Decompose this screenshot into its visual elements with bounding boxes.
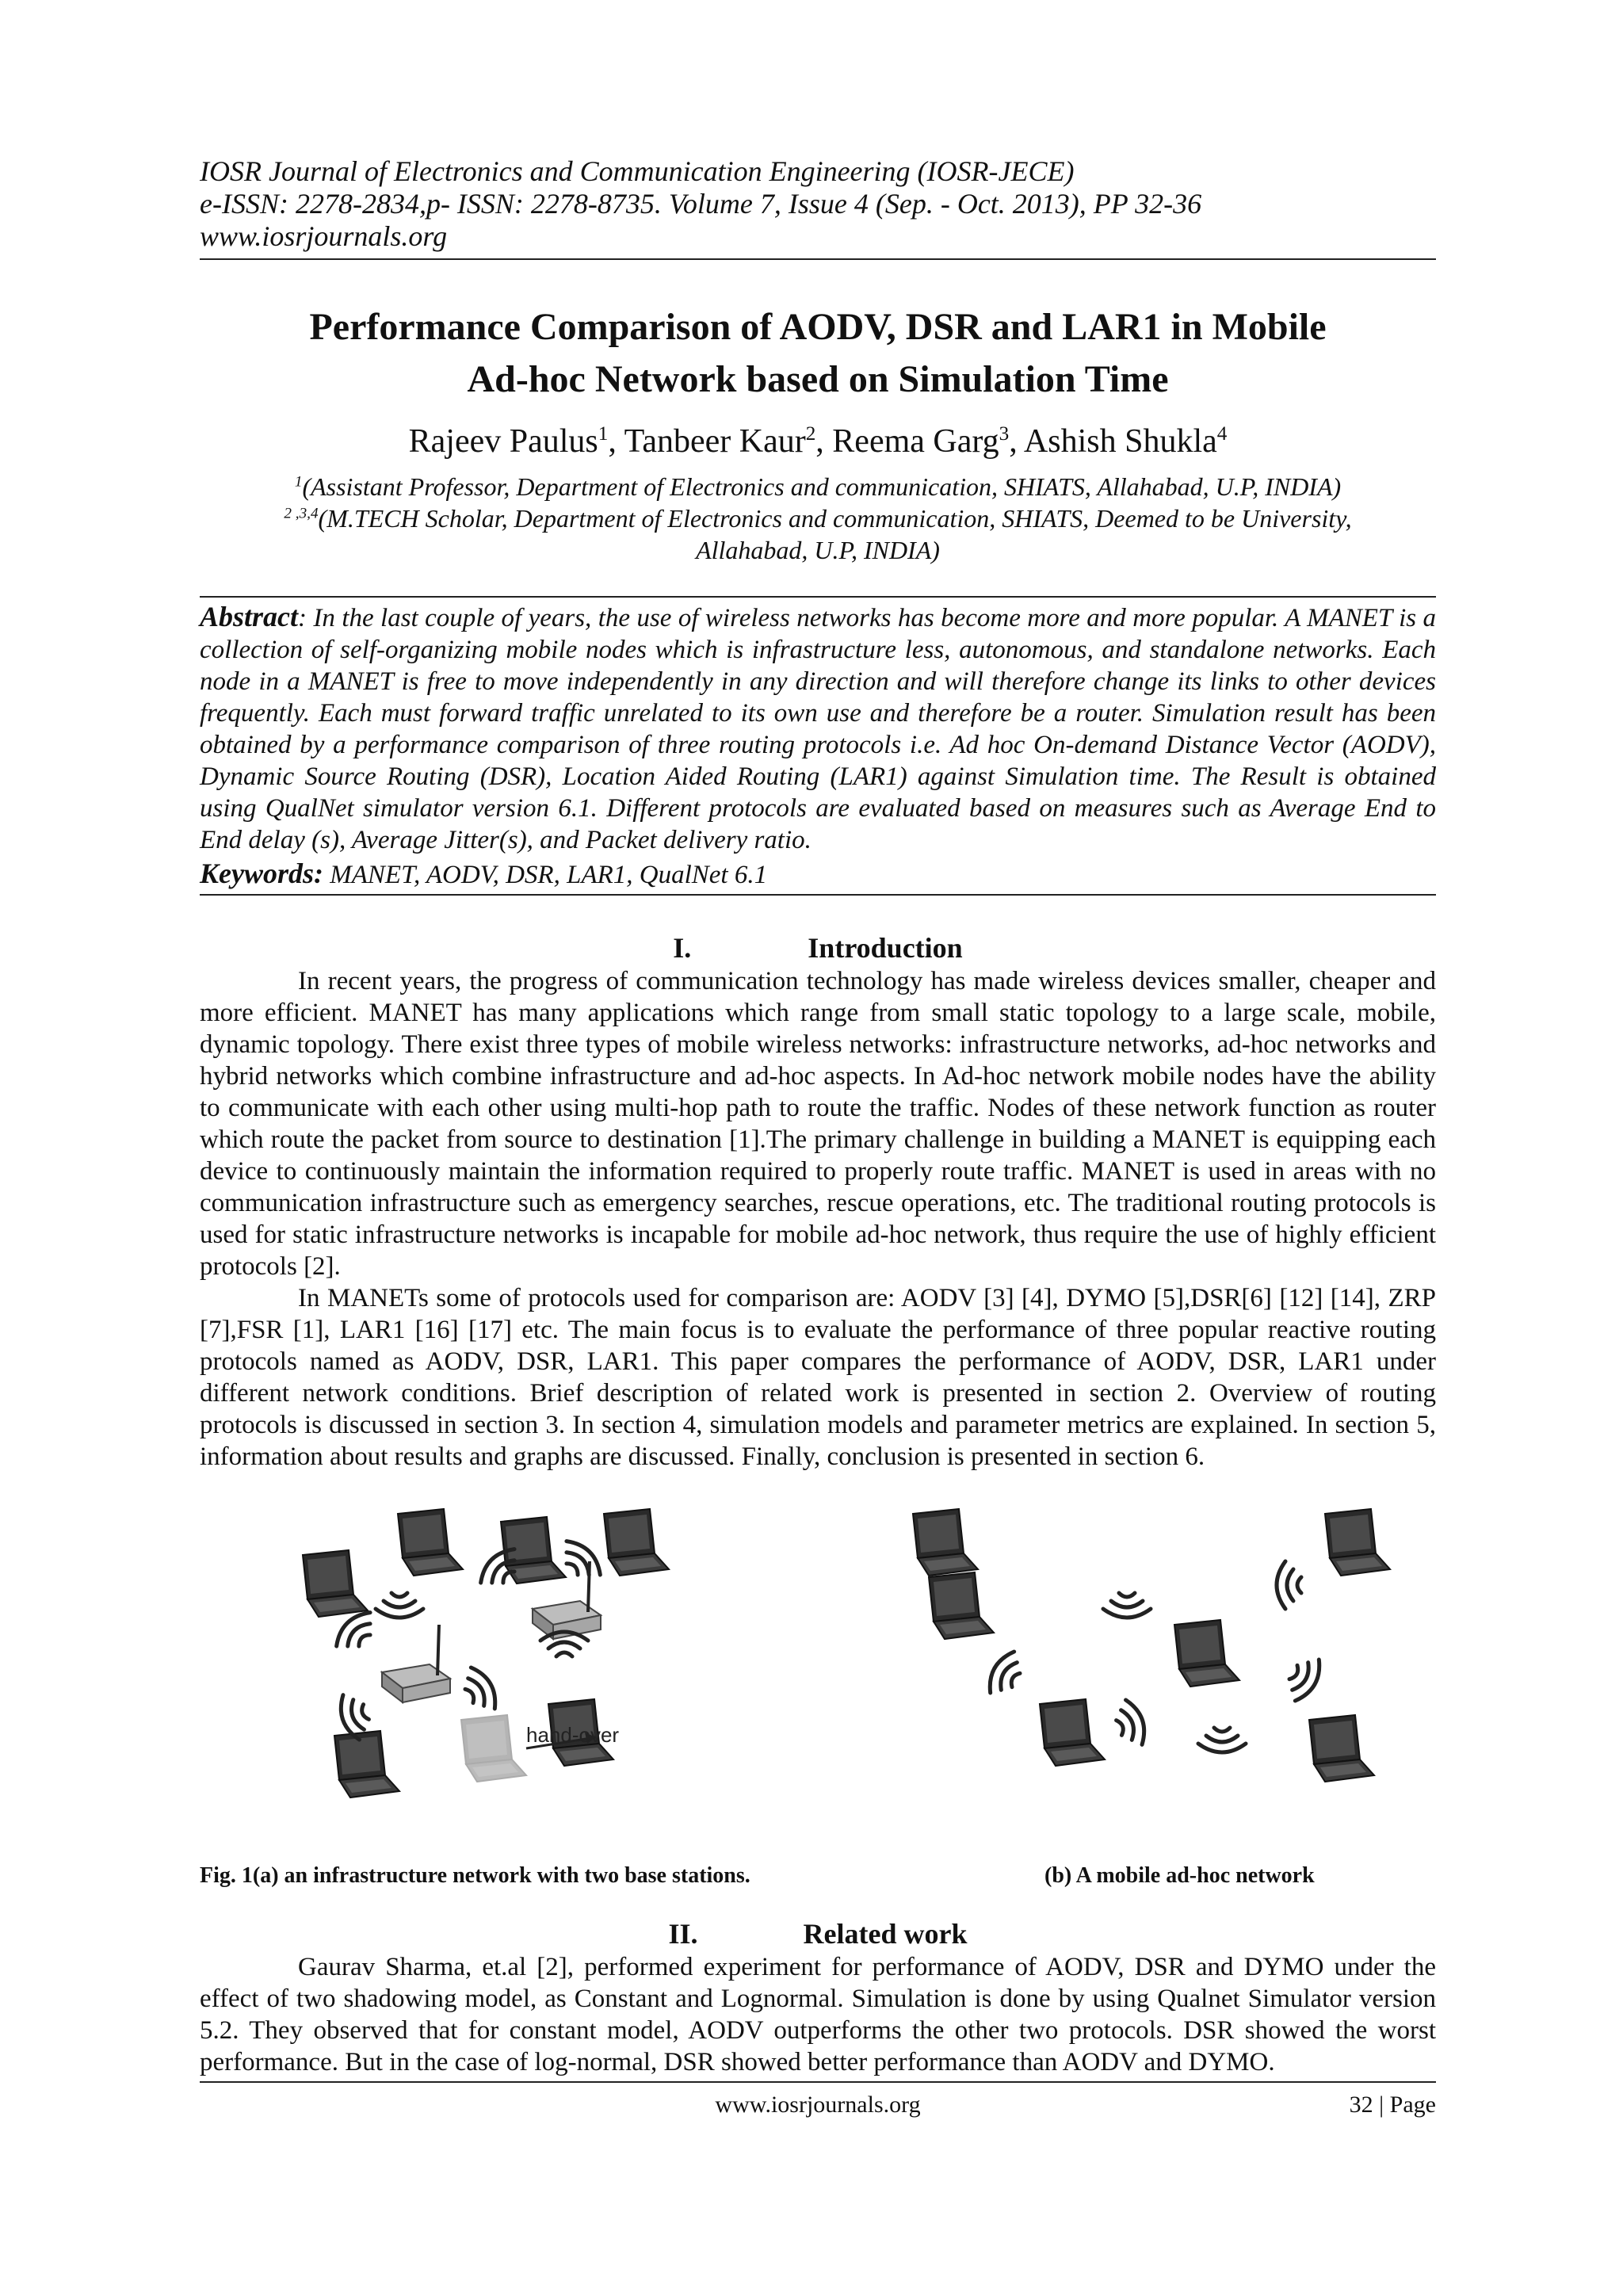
title-line-2: Ad-hoc Network based on Simulation Time: [467, 358, 1169, 400]
page-number: 32 | Page: [1349, 2092, 1436, 2118]
wifi-waves-icon: [457, 1664, 502, 1717]
journal-url: www.iosrjournals.org: [200, 220, 448, 252]
journal-name: IOSR Journal of Electronics and Communication Engineering (IOSR-JECE): [200, 155, 1075, 187]
network-diagrams: [200, 1498, 1436, 1839]
affiliations: [200, 471, 1436, 566]
section-title: Related work: [803, 1918, 968, 1950]
section-heading-introduction: [200, 932, 1436, 964]
figure-1: [200, 1498, 1436, 1839]
abstract-label: Abstract: [200, 601, 299, 632]
author-sup: 3: [999, 423, 1010, 445]
laptop-icon: [1325, 1509, 1390, 1576]
introduction-body: [200, 965, 1436, 1473]
footer-url: www.iosrjournals.org: [715, 2092, 921, 2118]
author-sup: 1: [598, 423, 609, 445]
laptop-icon: [929, 1572, 994, 1639]
wifi-waves-icon: [1281, 1652, 1327, 1705]
abstract-text: : In the last couple of years, the use of wireless networks has become more and more popular. A MANET is a collection of self-organizing mobile nodes which is infrastructure less, autonomous, and standalone networks. Each node in a MANET is free to move independently in any direction and will therefore change its links to other devices frequently. Each must forward traffic unrelated to its own use and therefore be a router. Simulation result has been obtained by a performance comparison of three routing protocols i.e. Ad hoc On-demand Distance Vector (AODV), Dynamic Source Routing (DSR), Location Aided Routing (LAR1) against Simulation time. The Result is obtained using QualNet simulator version 6.1. Different protocols are evaluated based on measures such as Average End to End delay (s), Average Jitter(s), and Packet delivery ratio.: [200, 604, 1436, 854]
laptop-icon: [1174, 1620, 1239, 1687]
header-rule: [200, 258, 1436, 260]
author-list: Rajeev Paulus$^1$, Tanbeer Kaur$^2$, Reema Garg$^3$, Ashish Shukla$^4$: [408, 423, 1228, 460]
wifi-waves-icon: [1277, 1561, 1301, 1609]
keywords: [200, 858, 1436, 891]
journal-header: [200, 155, 1436, 253]
laptop-icon: [334, 1731, 399, 1797]
affiliation-text: (Assistant Professor, Department of Electronics and communication, SHIATS, Allahabad, U.P, INDIA): [302, 472, 1342, 501]
section-heading-related-work: [200, 1918, 1436, 1950]
author-name: Tanbeer Kaur: [624, 423, 806, 460]
affiliation-1: [200, 471, 1436, 502]
affiliation-2: [200, 502, 1436, 534]
affiliation-2-cont: Allahabad, U.P, INDIA): [696, 536, 940, 564]
related-work-body: [200, 1951, 1436, 2078]
hand-over-label: hand-over: [526, 1723, 620, 1747]
title-line-1: Performance Comparison of AODV, DSR and LAR1 in Mobile: [309, 306, 1327, 348]
section-title: Introduction: [808, 932, 963, 964]
author-name: Rajeev Paulus: [408, 423, 598, 460]
author-name: Ashish Shukla: [1023, 423, 1217, 460]
abstract: [200, 601, 1436, 856]
figure-caption-a: Fig. 1(a) an infrastructure network with two base stations.: [200, 1863, 750, 1888]
wifi-waves-icon: [1198, 1728, 1246, 1752]
paper-title: [200, 301, 1436, 406]
laptop-icon: [913, 1509, 978, 1576]
wifi-waves-icon: [376, 1593, 423, 1618]
section-number: I.: [673, 932, 692, 964]
wifi-waves-icon: [1111, 1697, 1151, 1750]
paragraph: Gaurav Sharma, et.al [2], performed experiment for performance of AODV, DSR and DYMO under the effect of two shadowing model, as Constant and Lognormal. Simulation is done by using Qualnet Simulator version 5.2. They observed that for constant model, AODV outperforms the other two protocols. DSR showed the worst performance. But in the case of log-normal, DSR showed better performance than AODV and DYMO.: [200, 1953, 1436, 2076]
laptop-icon: [1040, 1699, 1105, 1766]
wifi-waves-icon: [983, 1648, 1028, 1701]
affiliation-sup: 1: [294, 473, 303, 491]
author-sup: 2: [805, 423, 816, 445]
wifi-waves-icon: [556, 1535, 606, 1586]
laptop-icon: [1309, 1715, 1374, 1782]
infrastructure-network-diagram: [303, 1509, 669, 1797]
affiliation-text: (M.TECH Scholar, Department of Electronics and communication, SHIATS, Deemed to be University,: [318, 504, 1352, 533]
laptop-icon: [604, 1509, 669, 1576]
section-number: II.: [668, 1918, 698, 1950]
wifi-waves-icon: [1103, 1593, 1151, 1618]
keywords-label: Keywords:: [200, 858, 323, 889]
laptop-icon: [303, 1550, 368, 1617]
keywords-text: MANET, AODV, DSR, LAR1, QualNet 6.1: [323, 861, 768, 889]
laptop-icon: [398, 1509, 463, 1576]
journal-issn: e-ISSN: 2278-2834,p- ISSN: 2278-8735. Volume 7, Issue 4 (Sep. - Oct. 2013), PP 32-36: [200, 188, 1202, 220]
abstract-top-rule: [200, 596, 1436, 598]
author-name: Reema Garg: [832, 423, 999, 460]
paragraph: In recent years, the progress of communication technology has made wireless devices smaller, cheaper and more efficient. MANET has many applications which range from small static topology to a large scale, mobile, dynamic topology. There exist three types of mobile wireless networks: infrastructure networks, ad-hoc networks and hybrid networks which combine infrastructure and ad-hoc aspects. In Ad-hoc network mobile nodes have the ability to communicate with each other using multi-hop path to route the traffic. Nodes of these network function as router which route the packet from source to destination [1].The primary challenge in building a MANET is equipping each device to continuously maintain the information required to properly route traffic. MANET is used in areas with no communication infrastructure such as emergency searches, rescue operations, etc. The traditional routing protocols is used for static infrastructure networks is incapable for mobile ad-hoc network, thus require the use of highly efficient protocols [2].: [200, 967, 1436, 1281]
figure-caption-b: (b) A mobile ad-hoc network: [1044, 1863, 1315, 1888]
abstract-bottom-rule: [200, 894, 1436, 896]
footer-rule: [200, 2081, 1436, 2083]
laptop-ghost-icon: [461, 1715, 526, 1782]
ad-hoc-network-diagram: [913, 1509, 1390, 1782]
paragraph: In MANETs some of protocols used for comparison are: AODV [3] [4], DYMO [5],DSR[6] [12] [14], ZRP [7],FSR [1], LAR1 [16] [17] etc. The main focus is to evaluate the performance of three popular reactive routing protocols named as AODV, DSR, LAR1. This paper compares the performance of AODV, DSR, LAR1 under different network conditions. Brief description of related work is presented in section 2. Overview of routing protocols is discussed in section 3. In section 4, simulation models and parameter metrics are explained. In section 5, information about results and graphs are discussed. Finally, conclusion is presented in section 6.: [200, 1284, 1436, 1471]
author-sup: 4: [1216, 423, 1228, 445]
affiliation-sup: 2 ,3,4: [284, 505, 319, 522]
base-station-icon: [382, 1625, 450, 1702]
